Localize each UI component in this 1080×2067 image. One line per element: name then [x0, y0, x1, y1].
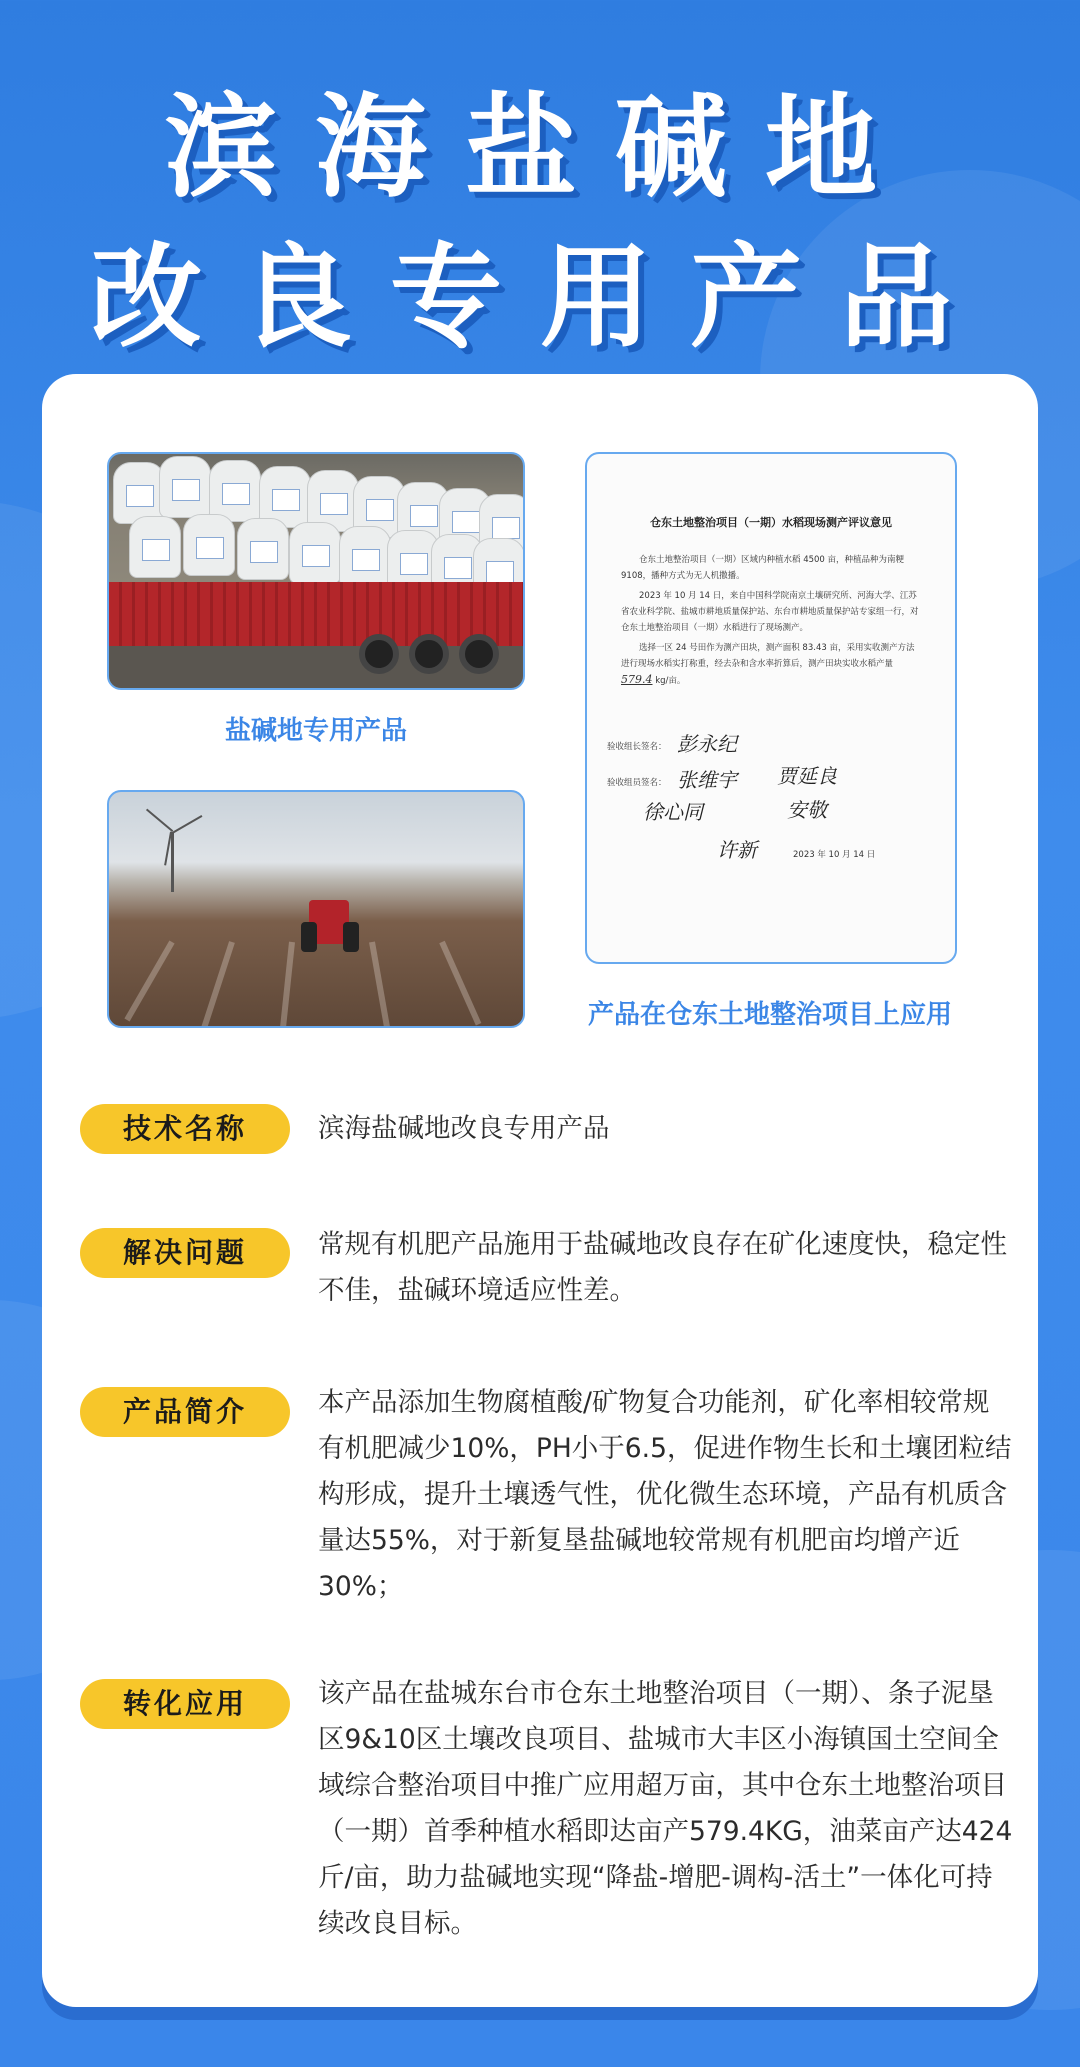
- yield-value: 579.4: [621, 673, 653, 686]
- truck-product-photo: [107, 452, 525, 690]
- handwritten-signature: 张维宇: [677, 768, 737, 792]
- leader-signature-label: 验收组长签名：: [607, 742, 667, 752]
- handwritten-signature: 许新: [717, 838, 757, 862]
- handwritten-signature: 徐心同: [643, 800, 703, 824]
- label-product-intro: 产品简介: [80, 1387, 290, 1437]
- document-date: 2023 年 10 月 14 日: [793, 850, 876, 860]
- text-tech-name: 滨海盐碱地改良专用产品: [318, 1113, 610, 1144]
- document-paragraph: 选择一区 24 号田作为测产田块，测产面积 83.43 亩，采用实收测产方法进行现场水稻实打称重，经去杂和含水率折算后，测产田块实收水稻产量 579.4 kg/亩。: [621, 643, 915, 686]
- headline-line-1: 滨海盐碱地: [165, 83, 915, 213]
- label-application: 转化应用: [80, 1679, 290, 1729]
- text-problem: 常规有机肥产品施用于盐碱地改良存在矿化速度快，稳定性不佳，盐碱环境适应性差。: [318, 1229, 1007, 1306]
- evaluation-document-scan: [585, 452, 957, 964]
- members-signature-label: 验收组员签名：: [607, 778, 667, 788]
- document-paragraph: 2023 年 10 月 14 日，来自中国科学院南京土壤研究所、河海大学、江苏省农业科学院、盐城市耕地质量保护站、东台市耕地质量保护站专家组一行，对仓东土地整治项目（一期）水稻进行了现场测产。: [621, 591, 919, 633]
- handwritten-signature: 彭永纪: [677, 732, 737, 756]
- truck-bed: [109, 582, 525, 646]
- caption-application: 产品在仓东土地整治项目上应用: [587, 1000, 952, 1030]
- truck-wheel: [409, 634, 449, 674]
- text-application: 该产品在盐城东台市仓东土地整治项目（一期）、条子泥垦区9&10区土壤改良项目、盐城市大丰区小海镇国土空间全域综合整治项目中推广应用超万亩，其中仓东土地整治项目（一期）首季种植水稻即达亩产579.4KG，油菜亩产达424斤/亩，助力盐碱地实现“降盐-增肥-调构-活土”一体化可持续改良目标。: [318, 1678, 1013, 1939]
- caption-product-photo: 盐碱地专用产品: [224, 716, 407, 746]
- fertilizer-sack: [113, 462, 165, 524]
- fertilizer-sack: [339, 526, 391, 588]
- handwritten-signature: 安敬: [787, 798, 827, 822]
- fertilizer-sack: [209, 460, 261, 522]
- document-paragraph: 仓东土地整治项目（一期）区域内种植水稻 4500 亩，种植品种为南粳 9108，播种方式为无人机撒播。: [621, 555, 905, 581]
- fertilizer-sack: [237, 518, 289, 580]
- fertilizer-sack: [129, 516, 181, 578]
- text-product-intro: 本产品添加生物腐植酸/矿物复合功能剂，矿化率相较常规有机肥减少10%，PH小于6.5，促进作物生长和土壤团粒结构形成，提升土壤透气性，优化微生态环境，产品有机质含量达55%，对于新复垦盐碱地较常规有机肥亩均增产近30%；: [318, 1387, 1012, 1602]
- handwritten-signature: 贾延良: [777, 764, 837, 788]
- fertilizer-sack: [159, 456, 211, 518]
- label-tech-name: 技术名称: [80, 1104, 290, 1154]
- truck-wheel: [459, 634, 499, 674]
- headline-line-2: 改良专用产品: [90, 233, 990, 363]
- wind-turbine: [171, 832, 174, 892]
- fertilizer-sack: [289, 522, 341, 584]
- truck-wheel: [359, 634, 399, 674]
- label-problem: 解决问题: [80, 1228, 290, 1278]
- field-application-photo: [107, 790, 525, 1028]
- fertilizer-sack: [183, 514, 235, 576]
- document-title: 仓东土地整治项目（一期）水稻现场测产评议意见: [650, 516, 892, 529]
